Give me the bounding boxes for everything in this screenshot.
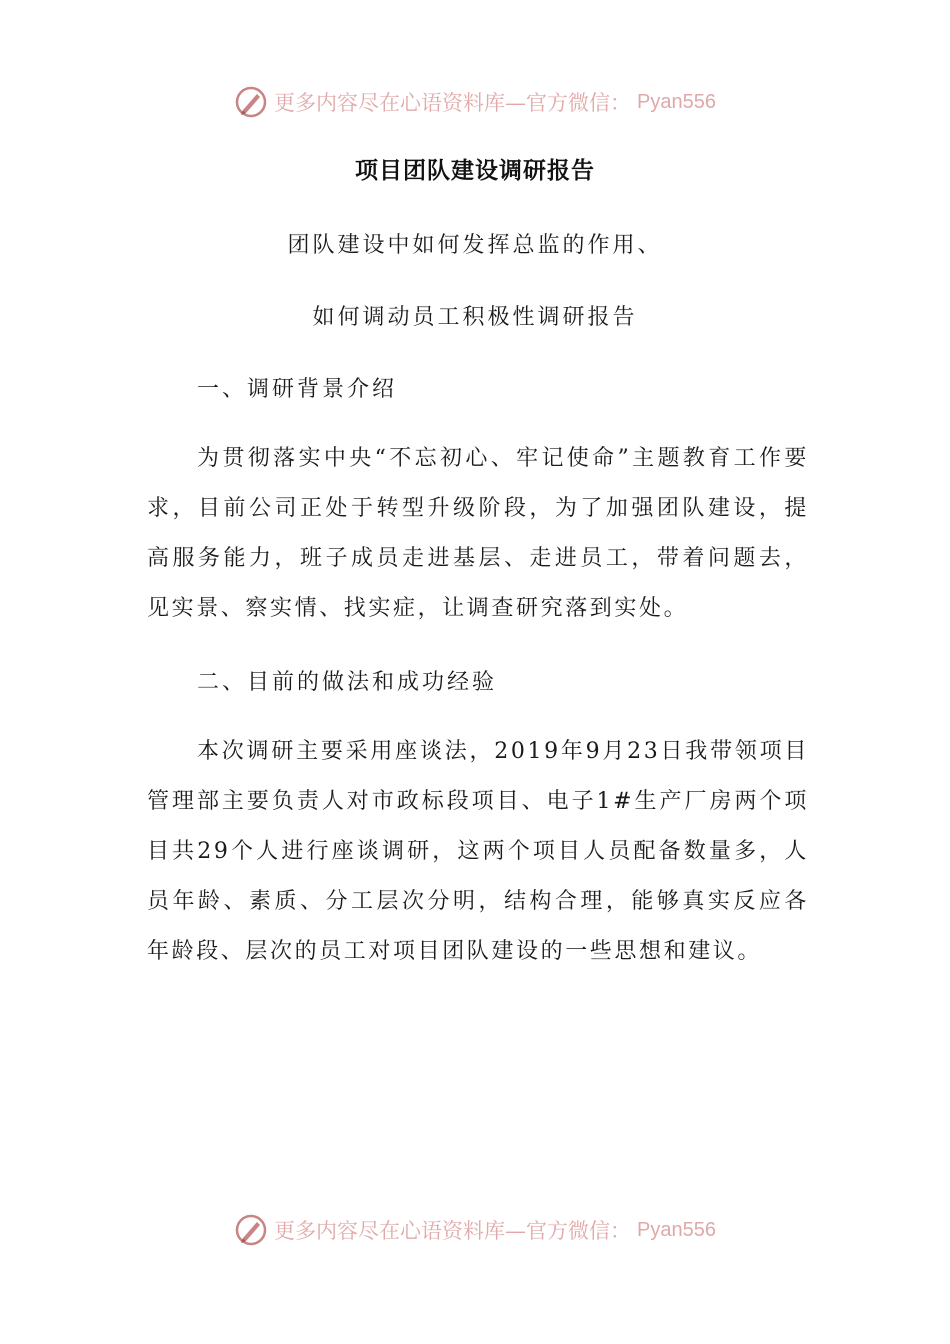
watermark-contact: Pyan556	[637, 1218, 716, 1241]
footer-watermark	[0, 1210, 950, 1250]
section-heading-background: 一、调研背景介绍	[197, 377, 398, 402]
watermark-text: 更多内容尽在心语资料库—官方微信：	[274, 91, 632, 115]
pen-logo-icon	[234, 1213, 268, 1247]
section-paragraph-practices: 本次调研主要采用座谈法，2019年9月23日我带领项目管理部主要负责人对市政标段项目、电子1#生产厂房两个项目共29个人进行座谈调研，这两个项目人员配备数量多，人员年龄、素质、分工层次分明，结构合理，能够真实反应各年龄段、层次的员工对项目团队建设的一些思想和建议。	[147, 739, 809, 964]
section-heading-practices: 二、目前的做法和成功经验	[197, 670, 498, 695]
document-title: 项目团队建设调研报告	[355, 158, 595, 184]
section-paragraph-background: 为贯彻落实中央“不忘初心、牢记使命”主题教育工作要求，目前公司正处于转型升级阶段，为了加强团队建设，提高服务能力，班子成员走进基层、走进员工，带着问题去，见实景、察实情、找实症，让调查研究落到实处。	[147, 446, 809, 621]
watermark-text: 更多内容尽在心语资料库—官方微信：	[274, 1219, 632, 1243]
header-watermark	[0, 82, 950, 122]
watermark-contact: Pyan556	[637, 90, 716, 113]
pen-logo-icon	[234, 85, 268, 119]
subtitle-line-2: 如何调动员工积极性调研报告	[312, 305, 638, 330]
subtitle-line-1: 团队建设中如何发挥总监的作用、	[287, 233, 663, 258]
